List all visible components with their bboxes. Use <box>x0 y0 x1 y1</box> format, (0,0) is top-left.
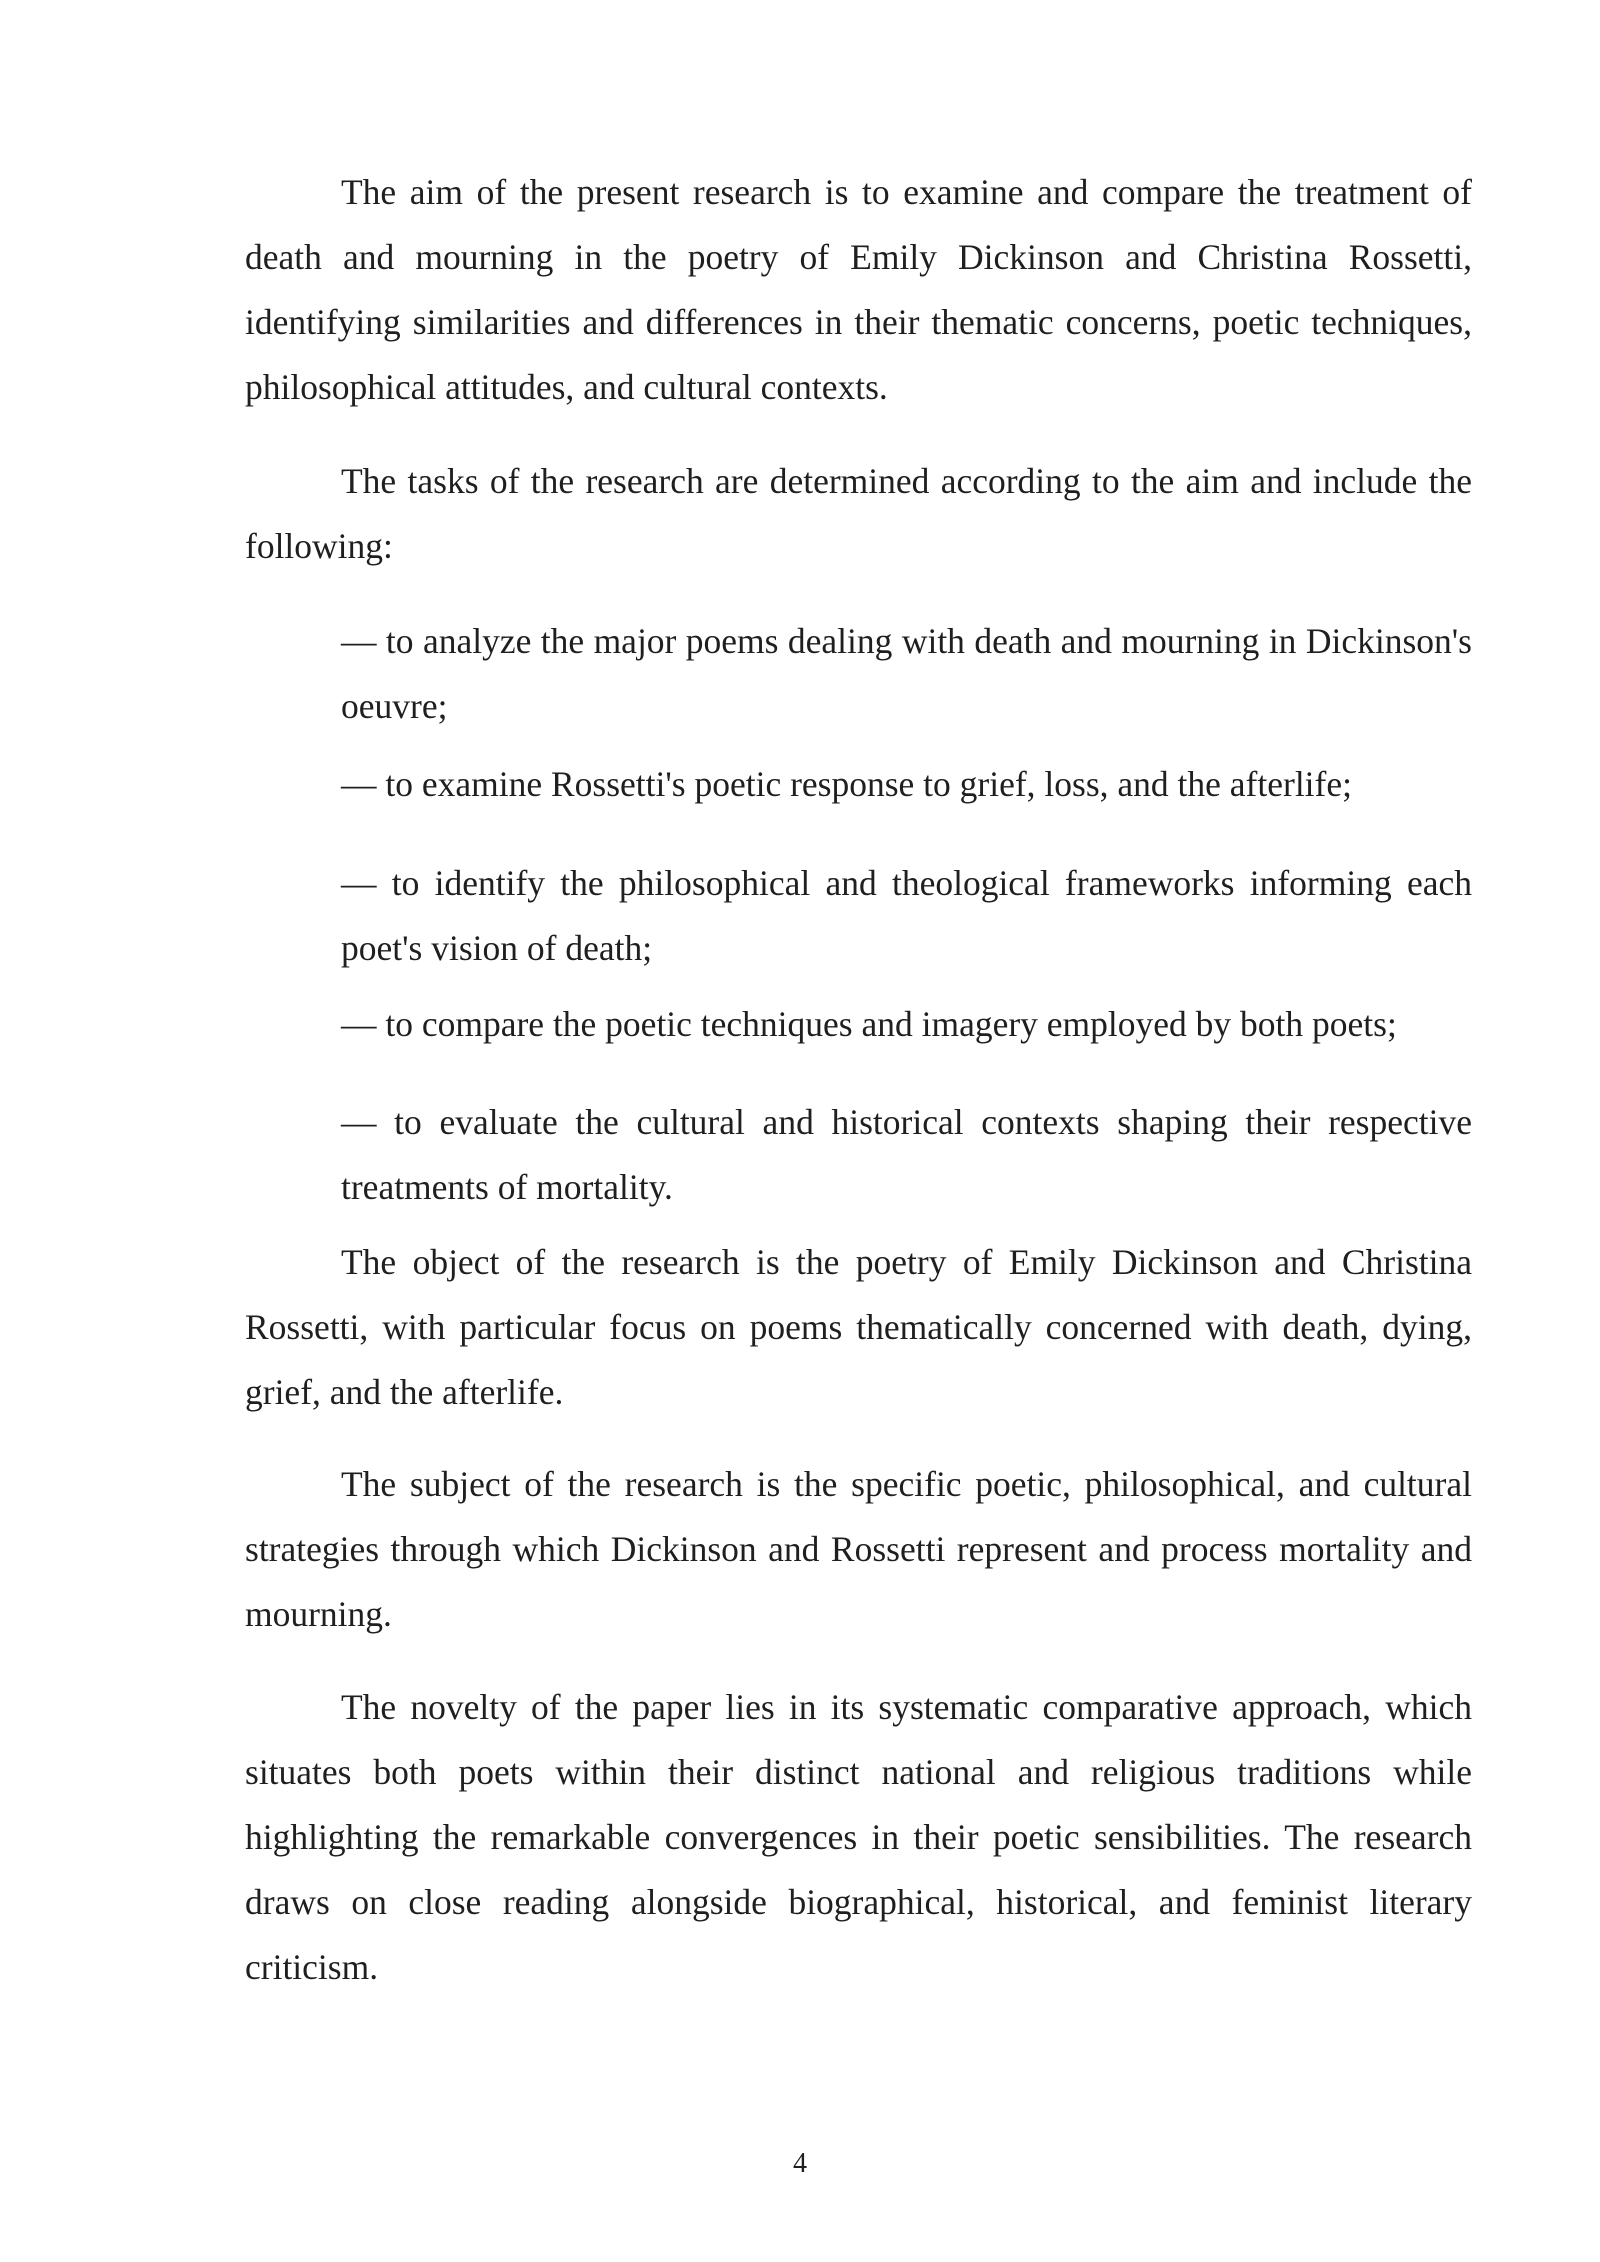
task-list-item-4: — to compare the poetic techniques and imagery employed by both poets; <box>341 1004 1397 1044</box>
task-list-item-5: — to evaluate the cultural and historical contexts shaping their respective treatments of mortality. <box>341 1102 1472 1207</box>
aim-paragraph: The aim of the present research is to examine and compare the treatment of death and mourning in the poetry of Emily Dickinson and Christina Rossetti, identifying similarities and differences in their thematic concerns, poetic techniques, philosophical attitudes, and cultural contexts. <box>245 172 1472 407</box>
subject-paragraph: The subject of the research is the specific poetic, philosophical, and cultural strategies through which Dickinson and Rossetti represent and process mortality and mourning. <box>245 1464 1472 1634</box>
tasks-intro-paragraph: The tasks of the research are determined according to the aim and include the following: <box>245 461 1472 566</box>
novelty-paragraph: The novelty of the paper lies in its systematic comparative approach, which situates both poets within their distinct national and religious traditions while highlighting the remarkable convergences in their poetic sensibilities. The research draws on close reading alongside biographical, historical, and feminist literary criticism. <box>245 1687 1472 1987</box>
page-number: 4 <box>793 2148 807 2179</box>
task-list-item-3: — to identify the philosophical and theological frameworks informing each poet's vision of death; <box>341 863 1472 968</box>
task-list-item-2: — to examine Rossetti's poetic response to grief, loss, and the afterlife; <box>341 764 1352 804</box>
task-list-item-1: — to analyze the major poems dealing with death and mourning in Dickinson's oeuvre; <box>341 621 1472 726</box>
object-paragraph: The object of the research is the poetry of Emily Dickinson and Christina Rossetti, with particular focus on poems thematically concerned with death, dying, grief, and the afterlife. <box>245 1242 1472 1412</box>
